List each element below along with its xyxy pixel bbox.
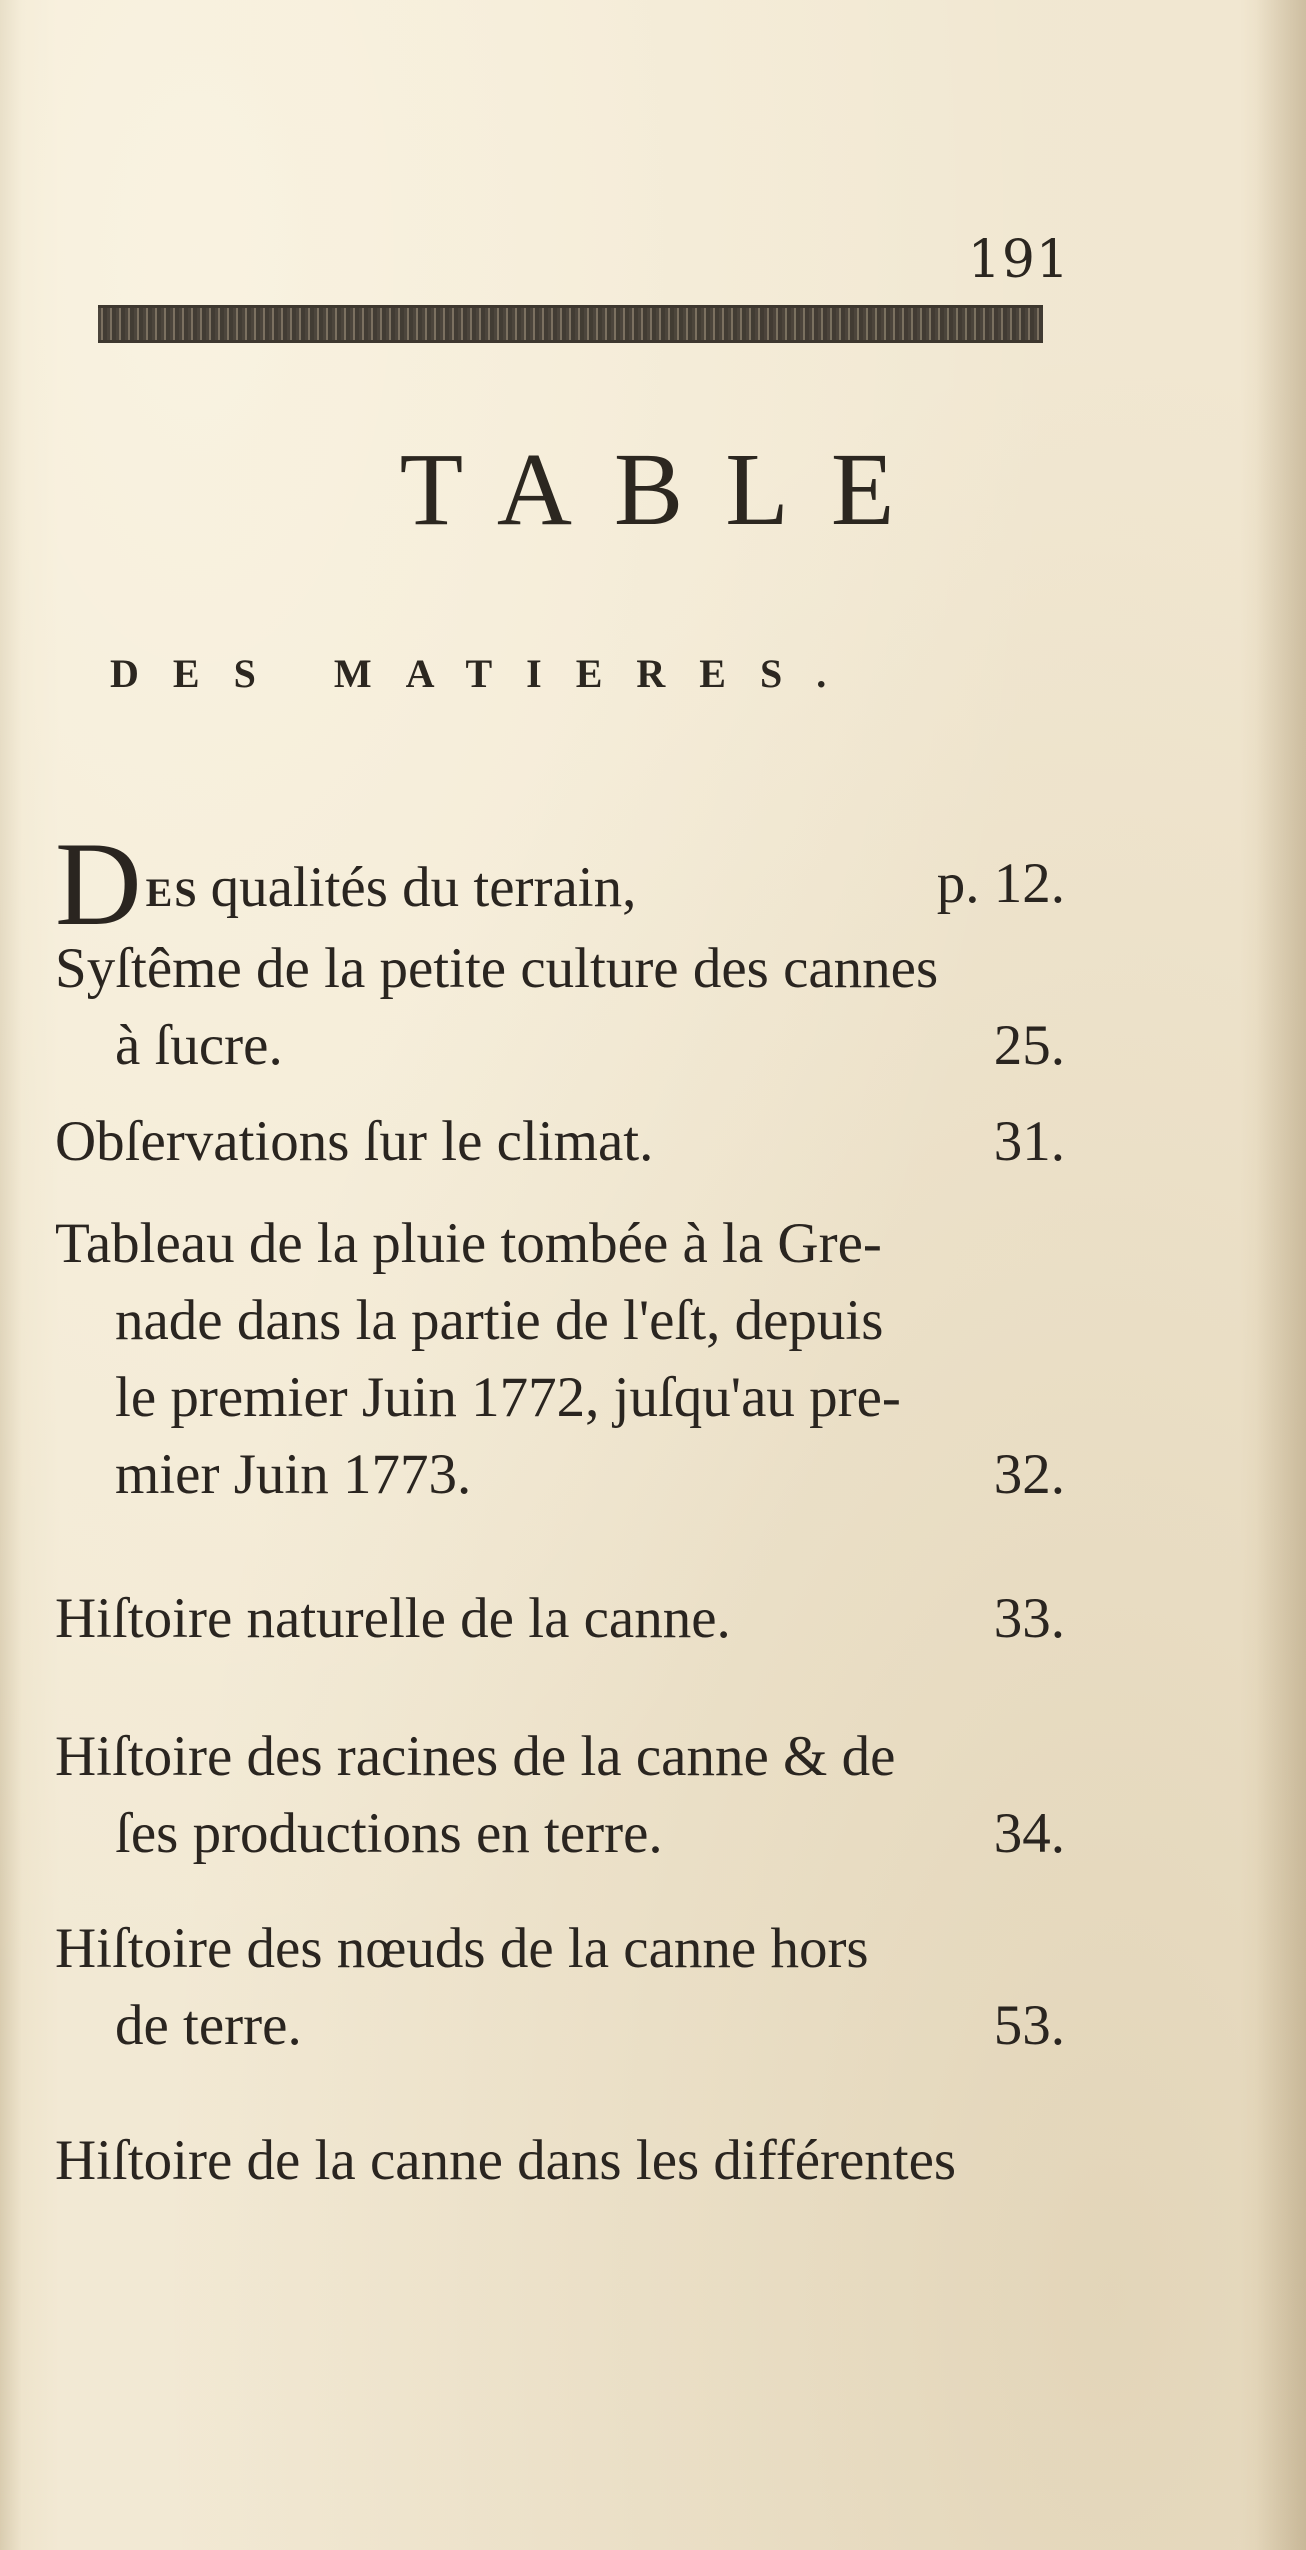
- page-number: 191: [967, 230, 1070, 290]
- toc-entry: [55, 817, 1065, 950]
- toc-entry-line: Syſtême de la petite culture des cannes: [55, 937, 939, 1000]
- toc-entry-line: Hiſtoire de la canne dans les différentes: [55, 2129, 957, 2192]
- toc-entry-line: Tableau de la pluie tombée à la Gre-: [55, 1212, 882, 1275]
- toc-entry-line: le premier Juin 1772, juſqu'au pre-: [115, 1366, 901, 1429]
- toc-page-ref: 32.: [993, 1443, 1065, 1506]
- toc-entry-text: Hiſtoire naturelle de la canne.: [55, 1587, 731, 1650]
- toc-page-ref: 34.: [993, 1802, 1065, 1865]
- small-caps-text: ES: [145, 870, 199, 915]
- page-title: TABLE: [399, 432, 937, 547]
- toc-entry-text: Obſervations ſur le climat.: [55, 1110, 654, 1173]
- toc-entry-text: mier Juin 1773.: [115, 1443, 472, 1506]
- drop-cap: D: [55, 817, 142, 950]
- toc-entry-line: [55, 1987, 1065, 2064]
- toc-entry-text: de terre.: [115, 1994, 302, 2057]
- toc-entry-line: [55, 1580, 1065, 1657]
- toc-entry-line: [55, 1436, 1065, 1513]
- toc-page-ref: p. 12.: [936, 852, 1065, 915]
- toc-entry-line: [55, 1007, 1065, 1084]
- toc-entry: [55, 2122, 1065, 2199]
- toc-entry: [55, 930, 1065, 1084]
- toc-entry: [55, 1205, 1065, 1513]
- toc-entry: [55, 1910, 1065, 2064]
- toc-entry: [55, 1103, 1065, 1180]
- toc-page-ref: 53.: [993, 1994, 1065, 2057]
- toc-page-ref: 25.: [993, 1014, 1065, 1077]
- toc-entry-text: à ſucre.: [115, 1014, 283, 1077]
- toc-entry-line: Hiſtoire des nœuds de la canne hors: [55, 1917, 869, 1980]
- toc-entry: [55, 1718, 1065, 1872]
- toc-entry: [55, 1580, 1065, 1657]
- toc-entry-text: qualités du terrain,: [210, 856, 637, 919]
- toc-page-ref: 33.: [993, 1587, 1065, 1650]
- page-subtitle: DES MATIERES.: [110, 651, 861, 696]
- toc-page-ref: 31.: [993, 1110, 1065, 1173]
- toc-entry-line: Hiſtoire des racines de la canne & de: [55, 1725, 896, 1788]
- toc-entry-line: [55, 1795, 1065, 1872]
- toc-entry-line: nade dans la partie de l'eſt, depuis: [115, 1289, 884, 1352]
- toc-entry-text: ſes productions en terre.: [115, 1802, 663, 1865]
- toc-entry-line: [55, 817, 1065, 950]
- toc-entry-line: [55, 1103, 1065, 1180]
